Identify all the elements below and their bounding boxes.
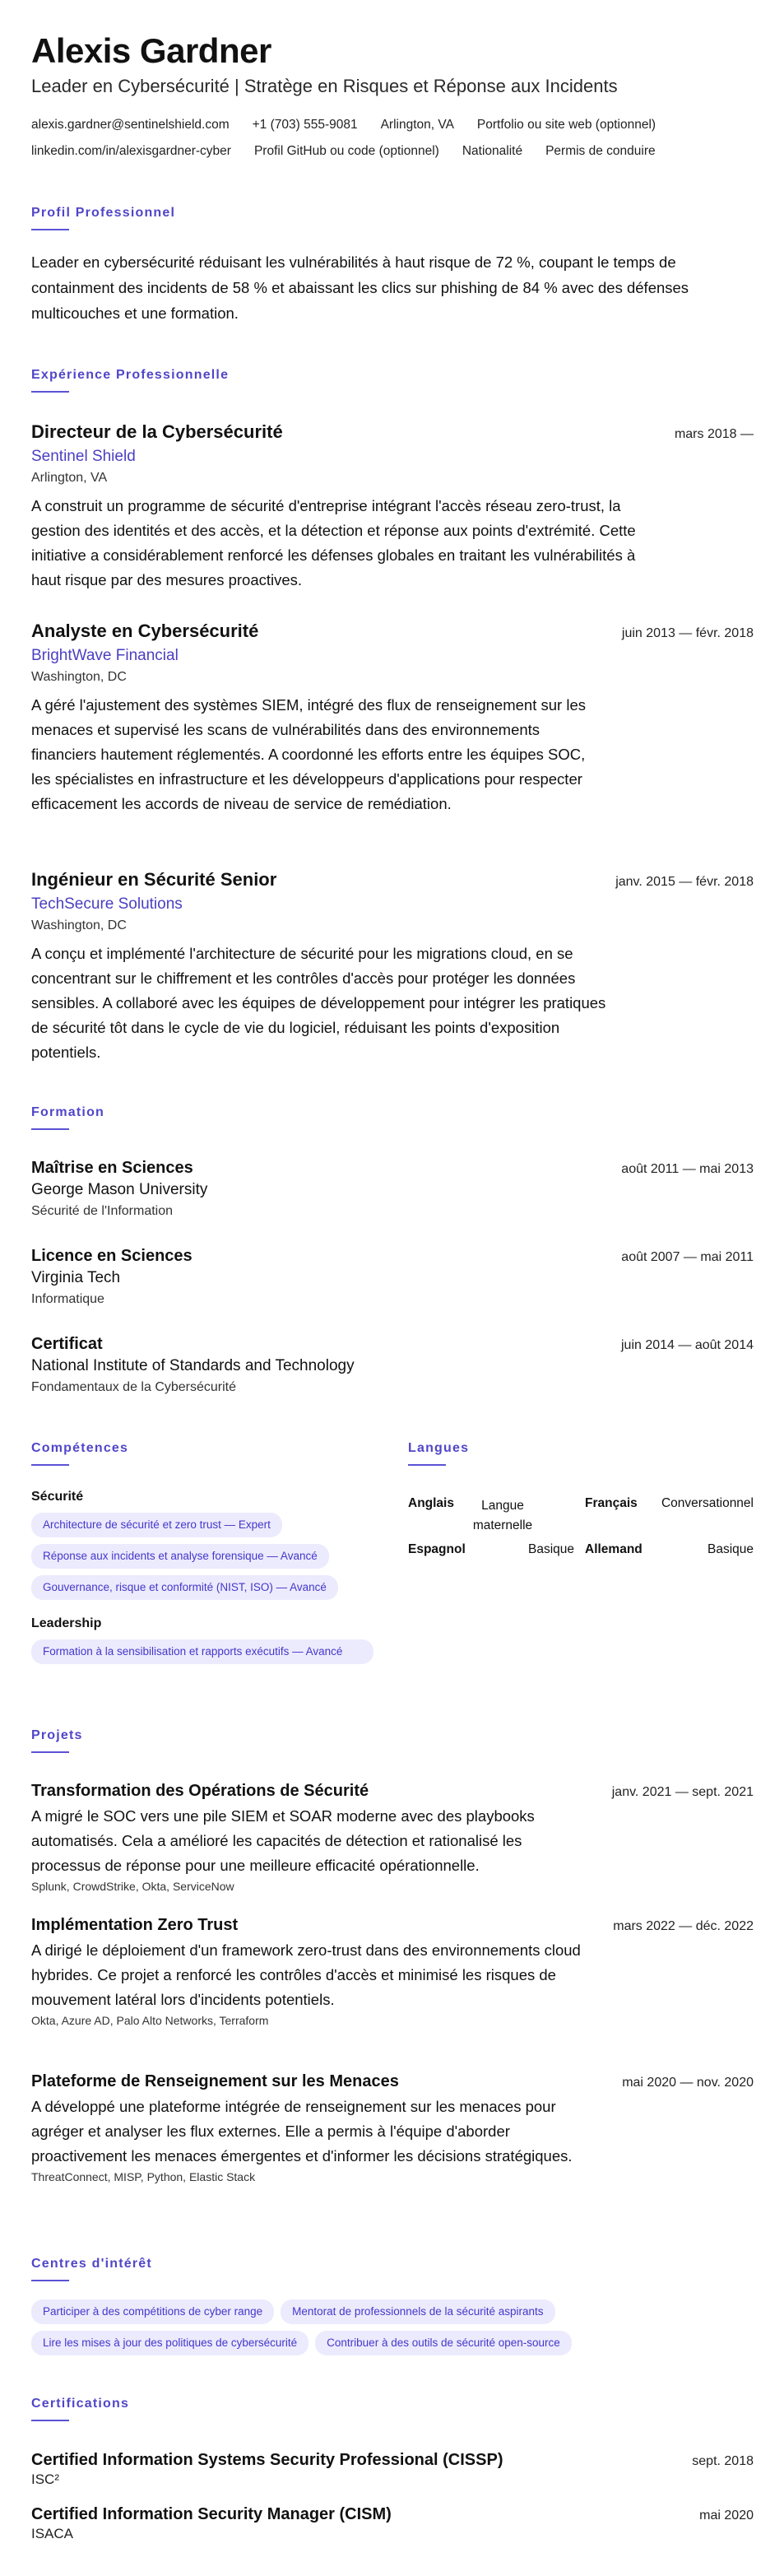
contact-linkedin[interactable]: linkedin.com/in/alexisgardner-cyber <box>31 144 231 158</box>
language-name: Anglais <box>408 1496 454 1510</box>
project-tech: Splunk, CrowdStrike, Okta, ServiceNow <box>31 1880 234 1893</box>
experience-description: A géré l'ajustement des systèmes SIEM, intégré des flux de renseignement sur les menaces et supervisé les scans de vulnérabilités dans des environnements financiers hautement réglementés. A coordonné les efforts entre les équipes SOC, les spécialistes en infrastructure et les développeurs d'applications pour respecter efficacement les accords de niveau de service de remédiation. <box>31 696 586 812</box>
certification-entry <box>31 2451 754 2488</box>
certification-name: Certified Information Systems Security Professional (CISSP) <box>31 2451 503 2469</box>
education-field: Informatique <box>31 1292 104 1306</box>
skills-block <box>31 1490 377 1664</box>
experience-company[interactable]: TechSecure Solutions <box>31 895 183 913</box>
experience-company[interactable]: Sentinel Shield <box>31 448 136 465</box>
project-entry <box>31 1916 754 2027</box>
project-date: mai 2020 — nov. 2020 <box>622 2076 754 2090</box>
project-date: janv. 2021 — sept. 2021 <box>611 1785 754 1799</box>
interest-chip: Mentorat de professionnels de la sécurité aspirants <box>281 2299 554 2324</box>
skill-group-name: Sécurité <box>31 1490 84 1504</box>
interests-chip-list <box>31 2299 755 2355</box>
project-date: mars 2022 — déc. 2022 <box>613 1919 754 1933</box>
experience-entry <box>31 621 754 816</box>
certification-issuer: ISACA <box>31 2526 74 2541</box>
language-level: Langue maternelle <box>472 1499 533 1532</box>
interest-chip: Participer à des compétitions de cyber range <box>31 2299 274 2324</box>
experience-entry <box>31 421 754 593</box>
certification-issuer: ISC² <box>31 2471 59 2487</box>
languages-section-title: Langues <box>408 1441 470 1455</box>
skill-group-name: Leadership <box>31 1616 102 1630</box>
education-entry <box>31 1247 754 1307</box>
profile-section-title: Profil Professionnel <box>31 206 176 220</box>
education-date: août 2011 — mai 2013 <box>621 1162 754 1176</box>
skill-chip: Réponse aux incidents et analyse forensique — Avancé <box>31 1544 329 1569</box>
languages-grid <box>408 1496 754 1557</box>
project-description: A dirigé le déploiement d'un framework zero-trust dans des environnements cloud hybrides. Ce projet a renforcé les contrôles d'accès et minimisé les risques de mouvement latéral lors d'incidents potentiels. <box>31 1941 581 2008</box>
skill-chip: Gouvernance, risque et conformité (NIST, ISO) — Avancé <box>31 1575 338 1600</box>
education-date: juin 2014 — août 2014 <box>620 1338 754 1352</box>
education-degree: Maîtrise en Sciences <box>31 1159 193 1177</box>
contact-block <box>31 118 755 170</box>
education-entry <box>31 1335 754 1395</box>
education-school: George Mason University <box>31 1181 208 1198</box>
certification-date: mai 2020 <box>699 2509 754 2523</box>
project-name: Plateforme de Renseignement sur les Menaces <box>31 2072 399 2090</box>
experience-role: Directeur de la Cybersécurité <box>31 421 283 442</box>
education-field: Sécurité de l'Information <box>31 1204 174 1218</box>
contact-nationality: Nationalité <box>462 144 523 158</box>
language-name: Français <box>585 1496 638 1510</box>
project-tech: Okta, Azure AD, Palo Alto Networks, Terraform <box>31 2014 269 2027</box>
experience-entry <box>31 869 754 1065</box>
project-tech: ThreatConnect, MISP, Python, Elastic Stack <box>31 2170 256 2183</box>
experience-date: janv. 2015 — févr. 2018 <box>615 875 754 889</box>
skill-chip: Formation à la sensibilisation et rapports exécutifs — Avancé <box>31 1639 373 1664</box>
education-degree: Certificat <box>31 1335 103 1353</box>
education-school: Virginia Tech <box>31 1269 121 1286</box>
experience-location: Arlington, VA <box>31 471 108 485</box>
profile-summary: Leader en cybersécurité réduisant les vulnérabilités à haut risque de 72 %, coupant le temps de containment des incidents de 58 % et abaissant les clics sur phishing de 84 % avec des défenses multicouches et une formation. <box>31 253 689 322</box>
language-name: Allemand <box>585 1542 643 1556</box>
contact-row <box>31 118 755 133</box>
contact-email[interactable]: alexis.gardner@sentinelshield.com <box>31 118 230 132</box>
projects-section-title: Projets <box>31 1728 83 1742</box>
language-level: Basique <box>527 1542 574 1556</box>
interest-chip: Contribuer à des outils de sécurité open-source <box>315 2331 572 2355</box>
language-level: Basique <box>707 1542 754 1556</box>
certification-date: sept. 2018 <box>692 2454 754 2468</box>
experience-description: A construit un programme de sécurité d'entreprise intégrant l'accès réseau zero-trust, la gestion des identités et des accès, et la détection et réponse aux points d'extrémité. Cette initiative a considérablement renforcé les défenses globales en traitant les vulnérabilités à haut risque par des mesures proactives. <box>31 497 636 588</box>
project-entry <box>31 2072 754 2183</box>
project-name: Implémentation Zero Trust <box>31 1916 239 1934</box>
contact-phone[interactable]: +1 (703) 555-9081 <box>252 118 358 132</box>
contact-github[interactable]: Profil GitHub ou code (optionnel) <box>253 144 439 158</box>
education-section-title: Formation <box>31 1105 105 1119</box>
certification-name: Certified Information Security Manager (CISM) <box>31 2505 392 2523</box>
language-name: Espagnol <box>408 1542 466 1556</box>
interests-section-title: Centres d'intérêt <box>31 2257 152 2271</box>
education-field: Fondamentaux de la Cybersécurité <box>31 1380 237 1394</box>
language-level: Conversationnel <box>661 1496 754 1510</box>
experience-location: Washington, DC <box>31 918 127 932</box>
contact-license: Permis de conduire <box>545 144 656 158</box>
contact-row <box>31 144 755 159</box>
certifications-section-title: Certifications <box>31 2397 130 2411</box>
skills-section-title: Compétences <box>31 1441 129 1455</box>
project-entry <box>31 1782 754 1893</box>
experience-date: juin 2013 — févr. 2018 <box>621 626 754 640</box>
experience-role: Ingénieur en Sécurité Senior <box>31 869 277 890</box>
experience-date: mars 2018 — <box>674 427 754 441</box>
interest-chip: Lire les mises à jour des politiques de cybersécurité <box>31 2331 308 2355</box>
project-description: A migré le SOC vers une pile SIEM et SOAR moderne avec des playbooks automatisés. Cela a amélioré les capacités de détection et rationalisé les processus de réponse pour une meilleure efficacité opérationnelle. <box>31 1807 535 1874</box>
experience-location: Washington, DC <box>31 670 127 684</box>
experience-section-title: Expérience Professionnelle <box>31 368 230 382</box>
candidate-name: Alexis Gardner <box>31 31 271 70</box>
project-description: A développé une plateforme intégrée de renseignement sur les menaces pour agréger et analyser les flux externes. Elle a permis à l'équipe d'aborder proactivement les menaces émergentes et d'informer les décisions stratégiques. <box>31 2098 573 2164</box>
contact-portfolio[interactable]: Portfolio ou site web (optionnel) <box>476 118 656 132</box>
certification-entry <box>31 2505 754 2542</box>
project-name: Transformation des Opérations de Sécurité <box>31 1782 369 1800</box>
education-degree: Licence en Sciences <box>31 1247 193 1265</box>
skill-chip: Architecture de sécurité et zero trust — Expert <box>31 1513 282 1537</box>
experience-description: A conçu et implémenté l'architecture de sécurité pour les migrations cloud, en se concentrant sur le chiffrement et les contrôles d'accès pour protéger les données sensibles. A collaboré avec les équipes de développement pour intégrer les pratiques de sécurité tôt dans le cycle de vie du logiciel, réduisant les points d'exposition potentiels. <box>31 945 606 1061</box>
education-date: août 2007 — mai 2011 <box>621 1250 754 1264</box>
education-school: National Institute of Standards and Technology <box>31 1357 355 1374</box>
candidate-subtitle: Leader en Cybersécurité | Stratège en Risques et Réponse aux Incidents <box>31 76 618 96</box>
experience-role: Analyste en Cybersécurité <box>31 621 259 641</box>
experience-company[interactable]: BrightWave Financial <box>31 647 179 664</box>
education-entry <box>31 1159 754 1219</box>
contact-location: Arlington, VA <box>380 118 454 132</box>
